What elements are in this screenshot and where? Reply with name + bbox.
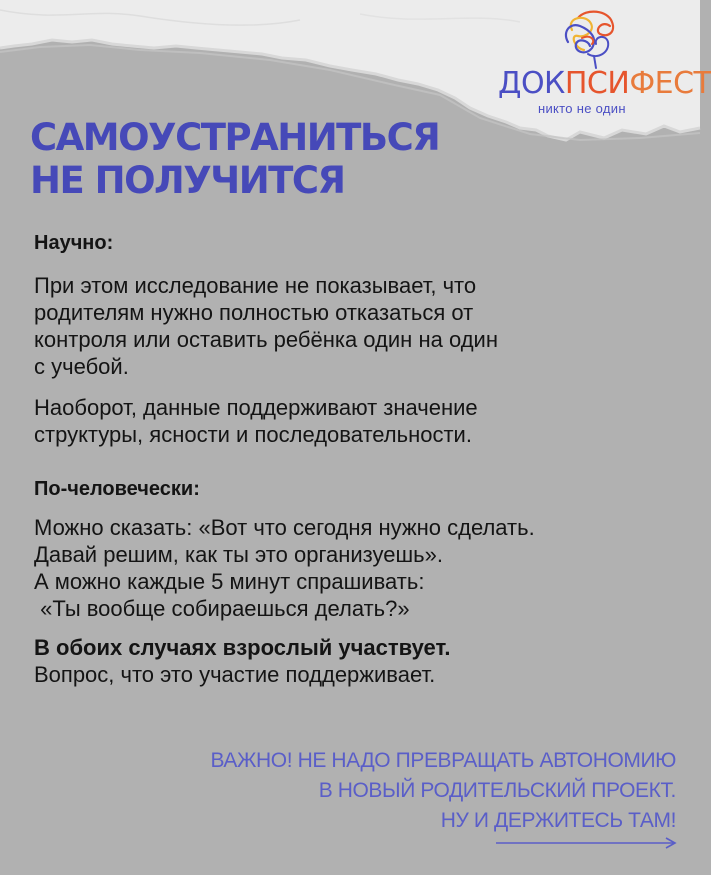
text-line: с учебой.: [34, 354, 129, 379]
text-line: При этом исследование не показывает, что: [34, 273, 477, 298]
bold-statement: В обоих случаях взрослый участвует.: [34, 635, 451, 660]
main-content: [34, 230, 674, 688]
brand-name: [498, 66, 711, 101]
text-line: родителям нужно полностью отказаться от: [34, 300, 474, 325]
section-title-science: Научно:: [34, 232, 114, 254]
text-line: структуры, ясности и последовательности.: [34, 422, 472, 447]
note-line-3: НУ И ДЕРЖИТЕСЬ ТАМ!: [440, 809, 676, 832]
title-line-2: НЕ ПОЛУЧИТСЯ: [30, 159, 345, 202]
human-paragraph-2: [34, 634, 674, 688]
text-line: контроля или оставить ребёнка один на один: [34, 327, 498, 352]
brand-tagline: никто не один: [538, 101, 626, 116]
text-line: Давай решим, как ты это организуешь».: [34, 542, 443, 567]
section-title-human: По-человечески:: [34, 478, 200, 500]
title-line-1: САМОУСТРАНИТЬСЯ: [30, 116, 440, 159]
text-line: Наоборот, данные поддерживают значение: [34, 395, 478, 420]
page-title: [30, 116, 439, 202]
arrow-right-icon: [496, 836, 678, 850]
note-line-2: В НОВЫЙ РОДИТЕЛЬСКИЙ ПРОЕКТ.: [318, 779, 676, 802]
text-line: Вопрос, что это участие поддерживает.: [34, 662, 436, 687]
note-line-1: ВАЖНО! НЕ НАДО ПРЕВРАЩАТЬ АВТОНОМИЮ: [210, 749, 676, 772]
brand-name-part1: ДОК: [498, 66, 565, 101]
human-paragraph-1: [34, 514, 674, 622]
brand-name-part2: ПСИ: [564, 66, 630, 101]
important-note: [211, 746, 677, 836]
brand-name-part3: ФЕСТ: [629, 66, 711, 101]
brand-logo: [498, 8, 711, 118]
text-line: Можно сказать: «Вот что сегодня нужно сделать.: [34, 515, 535, 540]
text-line: «Ты вообще собираешься делать?»: [34, 596, 410, 621]
text-line: А можно каждые 5 минут спрашивать:: [34, 569, 425, 594]
science-paragraph-1: [34, 272, 674, 380]
scribble-head-logo-icon: [554, 8, 626, 70]
science-paragraph-2: [34, 394, 674, 448]
